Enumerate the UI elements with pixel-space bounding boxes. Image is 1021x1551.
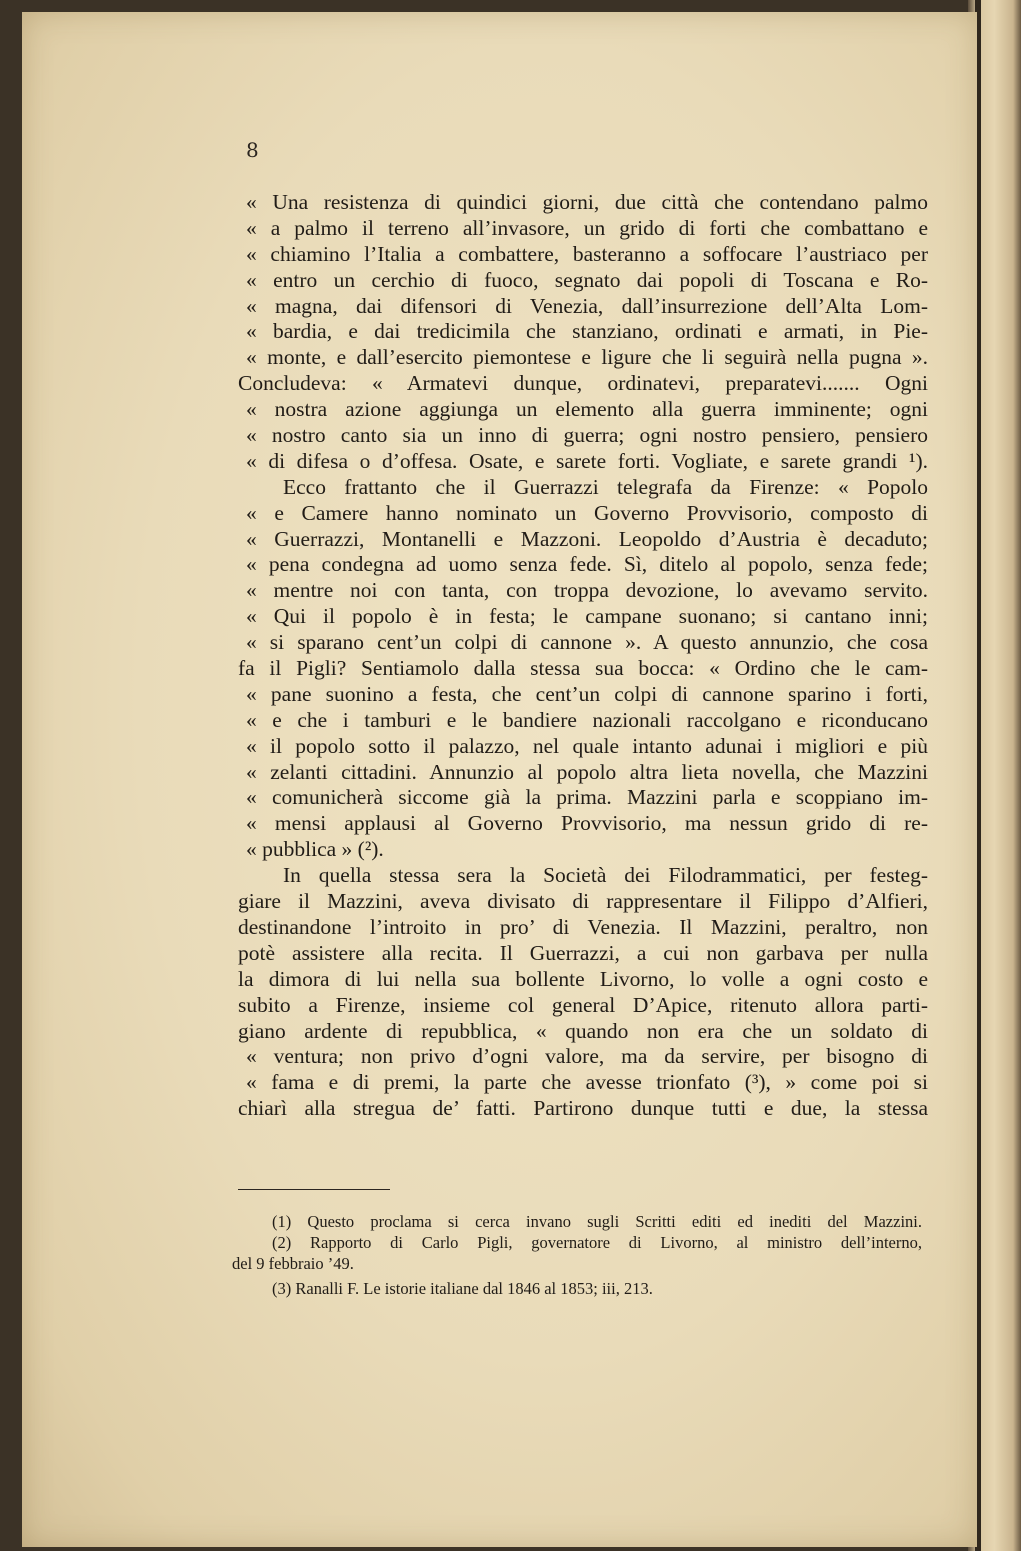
text-line: « il popolo sotto il palazzo, nel quale intanto adunai i migliori e più	[246, 733, 928, 758]
body-text	[238, 190, 928, 1122]
text-line: « pane suonino a festa, che cent’un colpi di cannone sparino i forti,	[246, 681, 928, 706]
text-line: la dimora di lui nella sua bollente Livorno, lo volle a ogni costo e	[238, 966, 928, 991]
text-line: « Qui il popolo è in festa; le campane suonano; si cantano inni;	[246, 604, 928, 629]
text-line: destinandone l’introito in pro’ di Venezia. Il Mazzini, peraltro, non	[238, 914, 928, 939]
page-number: 8	[246, 138, 259, 162]
text-line: « si sparano cent’un colpi di cannone ». A questo annunzio, che cosa	[246, 630, 928, 655]
text-line: « e che i tamburi e le bandiere nazionali raccolgano e riconducano	[246, 707, 928, 732]
text-line: « pena condegna ad uomo senza fede. Sì, ditelo al popolo, senza fede;	[246, 552, 928, 577]
footnote-line: (2) Rapporto di Carlo Pigli, governatore di Livorno, al ministro dell’interno,	[272, 1233, 922, 1252]
text-line: « zelanti cittadini. Annunzio al popolo altra lieta novella, che Mazzini	[246, 759, 928, 784]
text-line: « e Camere hanno nominato un Governo Provvisorio, composto di	[246, 500, 928, 525]
text-line: « bardia, e dai tredicimila che stanziano, ordinati e armati, in Pie-	[246, 319, 928, 344]
text-line: « nostra azione aggiunga un elemento alla guerra imminente; ogni	[246, 397, 928, 422]
text-line: In quella stessa sera la Società dei Filodrammatici, per festeg-	[283, 863, 928, 888]
footnote-separator	[238, 1189, 390, 1190]
text-line: « comunicherà siccome già la prima. Mazzini parla e scoppiano im-	[246, 785, 928, 810]
footnotes	[232, 1211, 922, 1299]
footnote-line: (1) Questo proclama si cerca invano sugli Scritti editi ed inediti del Mazzini.	[272, 1212, 922, 1231]
text-line: « mentre noi con tanta, con troppa devozione, lo avevamo servito.	[246, 578, 928, 603]
text-line: « monte, e dall’esercito piemontese e ligure che li seguirà nella pugna ».	[246, 345, 928, 370]
text-line: « a palmo il terreno all’invasore, un grido di forti che combattano e	[246, 215, 928, 240]
text-line: « pubblica » (²).	[246, 837, 384, 862]
text-line: « Guerrazzi, Montanelli e Mazzoni. Leopoldo d’Austria è decaduto;	[246, 526, 928, 551]
text-line: fa il Pigli? Sentiamolo dalla stessa sua bocca: « Ordino che le cam-	[238, 656, 928, 681]
footnote-line: del 9 febbraio ’49.	[232, 1254, 354, 1273]
text-line: « Una resistenza di quindici giorni, due città che contendano palmo	[246, 190, 928, 214]
text-line: subito a Firenze, insieme col general D’Apice, ritenuto allora parti-	[238, 992, 928, 1017]
text-line: giano ardente di repubblica, « quando non era che un soldato di	[238, 1018, 928, 1043]
text-line: « fama e di premi, la parte che avesse trionfato (³), » come poi si	[246, 1070, 928, 1095]
text-line: « magna, dai difensori di Venezia, dall’insurrezione dell’Alta Lom-	[246, 293, 928, 318]
text-line: « entro un cerchio di fuoco, segnato dai popoli di Toscana e Ro-	[246, 267, 928, 292]
text-line: « di difesa o d’offesa. Osate, e sarete forti. Vogliate, e sarete grandi ¹).	[246, 448, 928, 473]
footnote-line: (3) Ranalli F. Le istorie italiane dal 1846 al 1853; iii, 213.	[272, 1279, 653, 1298]
text-line: giare il Mazzini, aveva divisato di rappresentare il Filippo d’Alfieri,	[238, 889, 928, 914]
text-line: Ecco frattanto che il Guerrazzi telegrafa da Firenze: « Popolo	[283, 474, 928, 499]
text-line: potè assistere alla recita. Il Guerrazzi, a cui non garbava per nulla	[238, 940, 928, 965]
text-line: Concludeva: « Armatevi dunque, ordinatevi, preparatevi....... Ogni	[238, 371, 928, 396]
text-line: chiarì alla stregua de’ fatti. Partirono dunque tutti e due, la stessa	[238, 1096, 928, 1121]
text-line: « nostro canto sia un inno di guerra; ogni nostro pensiero, pensiero	[246, 423, 928, 448]
text-line: « chiamino l’Italia a combattere, basteranno a soffocare l’austriaco per	[246, 241, 928, 266]
text-line: « mensi applausi al Governo Provvisorio, ma nessun grido di re-	[246, 811, 928, 836]
text-line: « ventura; non privo d’ogni valore, ma da servire, per bisogno di	[246, 1044, 928, 1069]
